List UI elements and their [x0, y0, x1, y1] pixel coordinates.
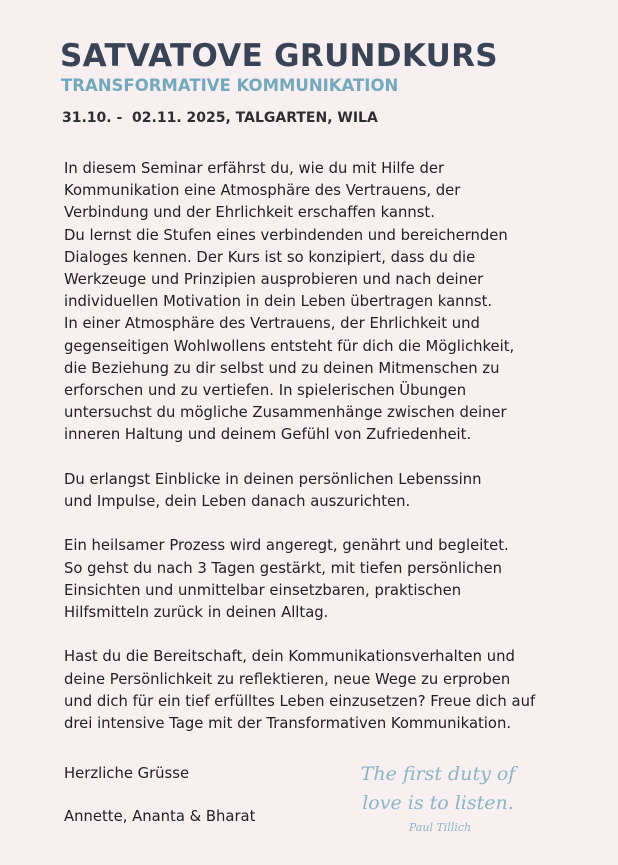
text-line: deine Persönlichkeit zu reflektieren, neue Wege zu erproben	[64, 670, 511, 688]
text-line: individuellen Motivation in dein Leben übertragen kannst.	[64, 293, 493, 311]
quote-block	[340, 760, 536, 818]
text-line: Hilfsmitteln zurück in deinen Alltag.	[64, 604, 329, 622]
text-line: Dialoges kennen. Der Kurs ist so konzipiert, dass du die	[64, 248, 476, 266]
quote-line: love is to listen.	[362, 792, 514, 814]
text-line: inneren Haltung und deinem Gefühl von Zufriedenheit.	[64, 426, 472, 444]
quote-author: Paul Tillich	[408, 821, 472, 834]
text-line: drei intensive Tage mit der Transformativen Kommunikation.	[64, 715, 512, 733]
text-line: untersuchst du mögliche Zusammenhänge zwischen deiner	[64, 404, 507, 422]
text-line: Kommunikation eine Atmosphäre des Vertrauens, der	[64, 182, 461, 200]
text-line: und dich für ein tief erfülltes Leben einzusetzen? Freue dich auf	[64, 692, 536, 710]
text-line: erforschen und zu vertiefen. In spielerischen Übungen	[64, 382, 467, 400]
quote-line: The first duty of	[360, 763, 516, 785]
closing-greeting: Herzliche Grüsse	[64, 765, 190, 782]
text-line: Verbindung und der Ehrlichkeit erschaffen kannst.	[64, 204, 435, 222]
description-body	[64, 158, 564, 757]
page-subtitle: TRANSFORMATIVE KOMMUNIKATION	[61, 76, 399, 95]
text-line: In diesem Seminar erfährst du, wie du mit Hilfe der	[64, 160, 445, 177]
text-line: die Beziehung zu dir selbst und zu deinen Mitmenschen zu	[64, 359, 500, 377]
text-line: und Impulse, dein Leben danach auszurichten.	[64, 493, 411, 511]
text-line: Hast du die Bereitschaft, dein Kommunikationsverhalten und	[64, 648, 515, 666]
text-line: Einsichten und unmittelbar einsetzbaren, praktischen	[64, 581, 462, 599]
text-line: So gehst du nach 3 Tagen gestärkt, mit tiefen persönlichen	[64, 559, 503, 577]
paragraph-intro	[64, 158, 564, 447]
page-title: SATVATOVE GRUNDKURS	[60, 38, 498, 74]
text-line: In einer Atmosphäre des Vertrauens, der Ehrlichkeit und	[64, 315, 480, 333]
text-line: gegenseitigen Wohlwollens entsteht für dich die Möglichkeit,	[64, 337, 515, 355]
text-line: Werkzeuge und Prinzipien ausprobieren und nach deiner	[64, 271, 484, 289]
event-dates-location: 31.10. - 02.11. 2025, TALGARTEN, WILA	[62, 110, 378, 126]
text-line: Ein heilsamer Prozess wird angeregt, genährt und begleitet.	[64, 537, 509, 555]
text-line: Du erlangst Einblicke in deinen persönlichen Lebenssinn	[64, 470, 482, 488]
paragraph-insights	[64, 469, 564, 513]
paragraph-invitation	[64, 646, 564, 735]
signature-names: Annette, Ananta & Bharat	[64, 808, 256, 825]
paragraph-process	[64, 535, 564, 624]
text-line: Du lernst die Stufen eines verbindenden und bereichernden	[64, 226, 508, 244]
